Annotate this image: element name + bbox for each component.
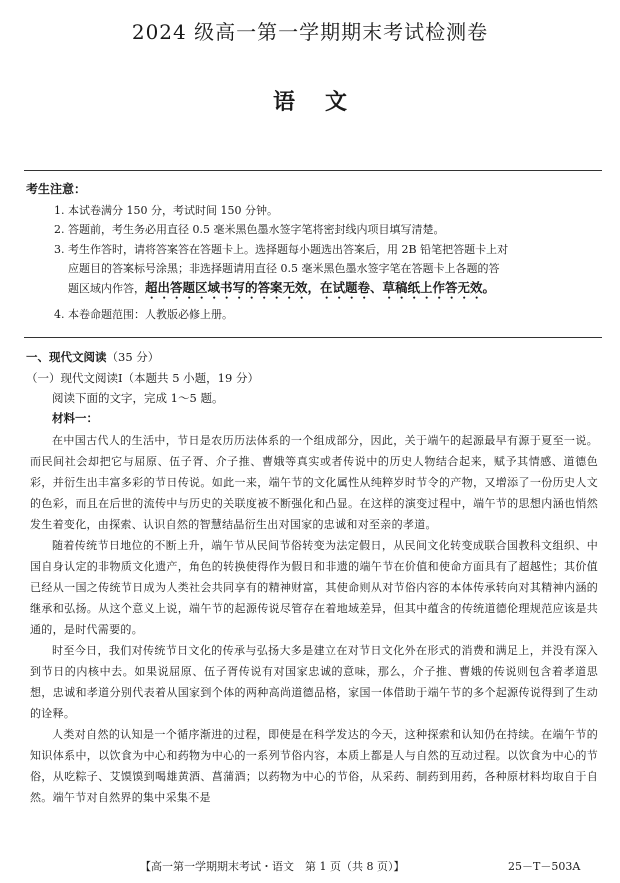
- subject-title: 语文: [272, 89, 377, 115]
- notice-item-2: 2. 答题前，考生务必用直径 0.5 毫米黑色墨水签字笔将密封线内项目填写清楚。: [54, 223, 445, 236]
- subsection-heading: （一）现代文阅读Ⅰ（本题共 5 小题，19 分）: [26, 371, 259, 385]
- notice-item-1: 1. 本试卷满分 150 分，考试时间 150 分钟。: [54, 204, 278, 217]
- passage-paragraph-1: 在中国古代人的生活中，节日是农历历法体系的一个组成部分，因此，关于端午的起源最早有源于夏至一说。而民间社会却把它与屈原、伍子胥、介子推、曹娥等真实或者传说中的历史人物结合起来，赋予其情感、道德色彩，并衍生出丰富多彩的节日传说。如此一来，端午节的文化属性从纯粹岁时节令的产物，又增添了一份历史人文的色彩，而且在后世的流传中与历史的关联度被不断强化和凸显。在这样的演变过程中，端午节的思想内涵也悄然发生着变化，由探索、认识自然的智慧结晶衍生出对国家的忠诚和对至亲的孝道。: [30, 434, 598, 531]
- page-footer: [0, 858, 620, 878]
- notice-item-3: [54, 240, 604, 302]
- notice-item-4: 4. 本卷命题范围：人教版必修上册。: [54, 308, 233, 321]
- material-label: 材料一：: [52, 411, 98, 425]
- section-heading: [26, 349, 159, 365]
- passage-paragraph-2: 随着传统节日地位的不断上升，端午节从民间节俗转变为法定假日，从民间文化转变成联合国教科文组织、中国自身认定的非物质文化遗产，角色的转换使得作为假日和非遗的端午节在价值和使命方面具有了超越性；其价值已经从一国之传统节日成为人类社会共同享有的精神财富，其使命则从对节俗内容的本体传承转向对其精神内涵的继承和弘扬。从这个意义上说，端午节的起源传说尽管存在着地域差异，但其中蕴含的传统道德伦理规范应该是共通的，是时代需要的。: [30, 539, 598, 636]
- reading-instruction: 阅读下面的文字，完成 1～5 题。: [52, 391, 224, 405]
- passage-body: [30, 430, 598, 808]
- notice-item-3-lead: 题区域内作答，: [68, 282, 145, 295]
- notice-item-3-line2: 应题目的答案标号涂黑；非选择题请用直径 0.5 毫米黑色墨水签字笔在答题卡上各题的答: [68, 262, 500, 275]
- exam-title: 2024 级高一第一学期期末考试检测卷: [131, 20, 489, 44]
- notice-item-3-line1: 3. 考生作答时，请将答案答在答题卡上。选择题每小题选出答案后，用 2B 铅笔把答题卡上对: [54, 243, 509, 256]
- notice-item-3-line3: [54, 278, 604, 302]
- notice-heading: 考生注意：: [26, 182, 87, 196]
- passage-paragraph-3: 时至今日，我们对传统节日文化的传承与弘扬大多是建立在对节日文化外在形式的消费和满足上，并没有深入到节日的内核中去。如果说屈原、伍子胥传说有对国家忠诚的意味，那么，介子推、曹娥的传说则包含着孝道思想，忠诚和孝道分别代表着从国家到个体的两种高尚道德品格，家国一体借助于端午节的多个起源传说得到了生动的诠释。: [30, 644, 598, 720]
- passage-paragraph-4: 人类对自然的认知是一个循序渐进的过程，即使是在科学发达的今天，这种探索和认知仍在持续。在端午节的知识体系中，以饮食为中心和药物为中心的一系列节俗内容，本质上都是人与自然的互动过程。以饮食为中心的节俗，从吃粽子、艾馍馍到喝雄黄酒、菖蒲酒；以药物为中心的节俗，从采药、制药到用药，各种原材料均取自于自然。端午节对自然界的集中采集不是: [30, 728, 598, 804]
- notice-emphasis: 超出答题区域书写的答案无效，在试题卷、草稿纸上作答无效。: [145, 280, 496, 295]
- divider-bottom: [24, 337, 602, 338]
- footer-code: 25－T－503A: [508, 860, 581, 873]
- footer-page-info: 【高一第一学期期末考试・语文 第 1 页（共 8 页）】: [140, 860, 405, 873]
- section-title: 一、现代文阅读: [26, 350, 107, 364]
- section-score: （35 分）: [106, 350, 160, 364]
- divider-top: [24, 170, 602, 171]
